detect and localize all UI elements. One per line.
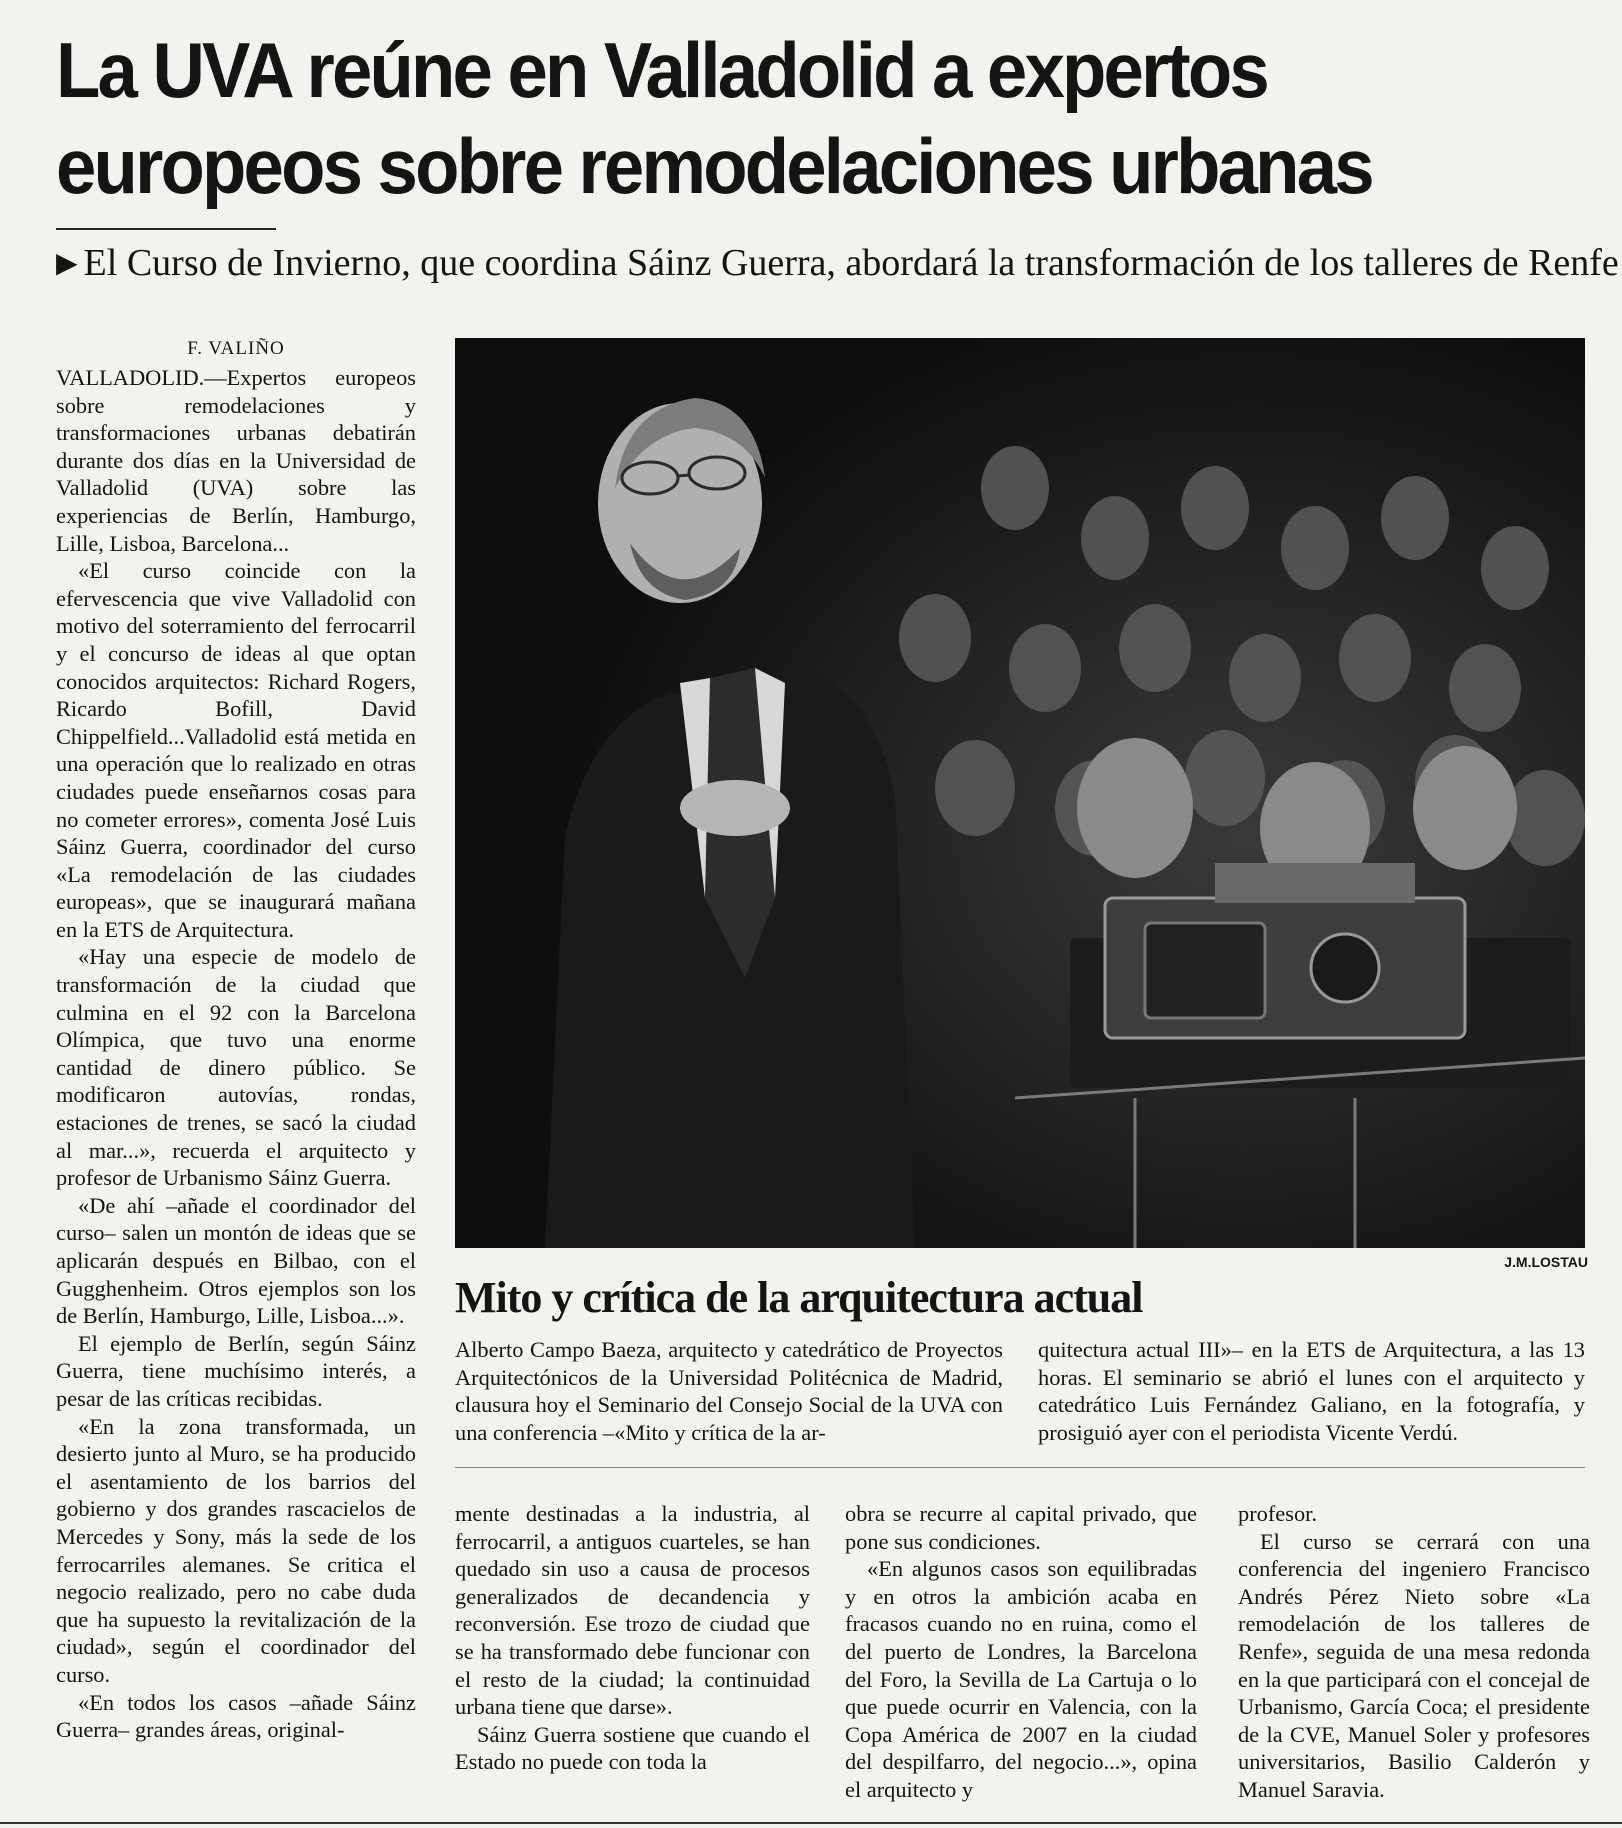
paragraph: «En todos los casos –añade Sáinz Guerra– grandes áreas, original- [56, 1689, 416, 1743]
headline: La UVA reúne en Valladolid a expertos europeos sobre remodelaciones urbanas [56, 26, 1372, 210]
paragraph: El curso se cerrará con una conferencia del ingeniero Francisco Andrés Pérez Nieto sobre «La remodelación de los talleres de Renfe», seguida de una mesa redonda en la que participará con el concejal de Urbanismo, García Coca; el presidente de la CVE, Manuel Soler y profesores universitarios, Basilio Calderón y Manuel Saravia. [1238, 1528, 1590, 1802]
article-column-2 [455, 1500, 810, 1776]
page-bottom-rule [0, 1822, 1622, 1824]
lecture-photo [455, 338, 1585, 1248]
paragraph: «El curso coincide con la efervescencia que vive Valladolid con motivo del soterramiento del ferrocarril y el concurso de ideas al que optan conocidos arquitectos: Richard Rogers, Ricardo Bofill, David Chippelfield...Valladolid está metida en una operación que lo realizado en otras ciudades puede enseñarnos cosas para no cometer errores», comenta José Luis Sáinz Guerra, coordinador del curso «La remodelación de las ciudades europeas», que se inaugurará mañana en la ETS de Arquitectura. [56, 558, 416, 942]
paragraph: «En algunos casos son equilibradas y en otros la ambición acaba en fracasos cuando no en ruina, como el del puerto de Londres, la Barcelona del Foro, la Sevilla de La Cartuja o lo que puede ocurrir en Valencia, con la Copa América de 2007 en la ciudad del despilfarro, del negocio...», opina el arquitecto y [845, 1556, 1197, 1802]
paragraph: «En la zona transformada, un desierto junto al Muro, se ha producido el asentamiento de los barrios del gobierno y dos grandes rascacielos de Mercedes y Sony, más la sede de los ferrocarriles alemanes. Se critica el negocio realizado, pero no cabe duda que ha supuesto la revitalización de la ciudad», según el coordinador del curso. [56, 1413, 416, 1687]
paragraph: Sáinz Guerra sostiene que cuando el Estado no puede con toda la [455, 1721, 810, 1775]
paragraph: «De ahí –añade el coordinador del curso– salen un montón de ideas que se aplicarán después en Bilbao, con el Gugghenheim. Otros ejemplos son los de Berlín, Hamburgo, Lille, Lisboa...». [56, 1192, 416, 1329]
headline-rule [56, 228, 276, 230]
paragraph: VALLADOLID.—Expertos europeos sobre remodelaciones y transformaciones urbanas debatirán durante dos días en la Universidad de Valladolid (UVA) sobre las experiencias de Berlín, Hamburgo, Lille, Lisboa, Barcelona... [56, 365, 416, 556]
subheadline: El Curso de Invierno, que coordina Sáinz Guerra, abordará la transformación de los talleres de Renfe [83, 242, 1619, 284]
paragraph: obra se recurre al capital privado, que pone sus condiciones. [845, 1501, 1197, 1554]
triangle-bullet-icon: ▶ [56, 248, 78, 279]
article-column-3 [845, 1500, 1197, 1804]
box-title: Mito y crítica de la arquitectura actual [455, 1273, 1143, 1322]
box-divider [455, 1467, 1585, 1468]
subheadline-row [56, 238, 1619, 289]
box-text-column-2: quitectura actual III»– en la ETS de Arquitectura, a las 13 horas. El seminario se abrió el lunes con el arquitecto y catedrático Luis Fernández Galiano, en la fotografía, y prosiguió ayer con el periodista Vicente Verdú. [1038, 1337, 1585, 1445]
box-text-column-1: Alberto Campo Baeza, arquitecto y catedrático de Proyectos Arquitectónicos de la Universidad Politécnica de Madrid, clausura hoy el Seminario del Consejo Social de la UVA con una conferencia –«Mito y crítica de la ar- [455, 1337, 1003, 1445]
paragraph: profesor. [1238, 1501, 1317, 1526]
article-column-1 [56, 336, 416, 1744]
lecture-photo-image [455, 338, 1585, 1248]
paragraph: mente destinadas a la industria, al ferrocarril, a antiguos cuarteles, se han quedado sin uso a causa de procesos generalizados de decandencia y reconversión. Ese trozo de ciudad que se ha transformado debe funcionar con el resto de la ciudad; la continuidad urbana tiene que darse». [455, 1501, 810, 1720]
paragraph: «Hay una especie de modelo de transformación de la ciudad que culmina en el 92 con la Barcelona Olímpica, que tuvo una enorme cantidad de dinero público. Se modificaron autovías, rondas, estaciones de trenes, se sacó la ciudad al mar...», recuerda el arquitecto y profesor de Urbanismo Sáinz Guerra. [56, 944, 416, 1191]
photo-credit: J.M.LOSTAU [1504, 1254, 1588, 1270]
paragraph: El ejemplo de Berlín, según Sáinz Guerra, tiene muchísimo interés, a pesar de las críticas recibidas. [56, 1330, 416, 1411]
byline: F. VALIÑO [187, 338, 285, 359]
article-column-4 [1238, 1500, 1590, 1804]
